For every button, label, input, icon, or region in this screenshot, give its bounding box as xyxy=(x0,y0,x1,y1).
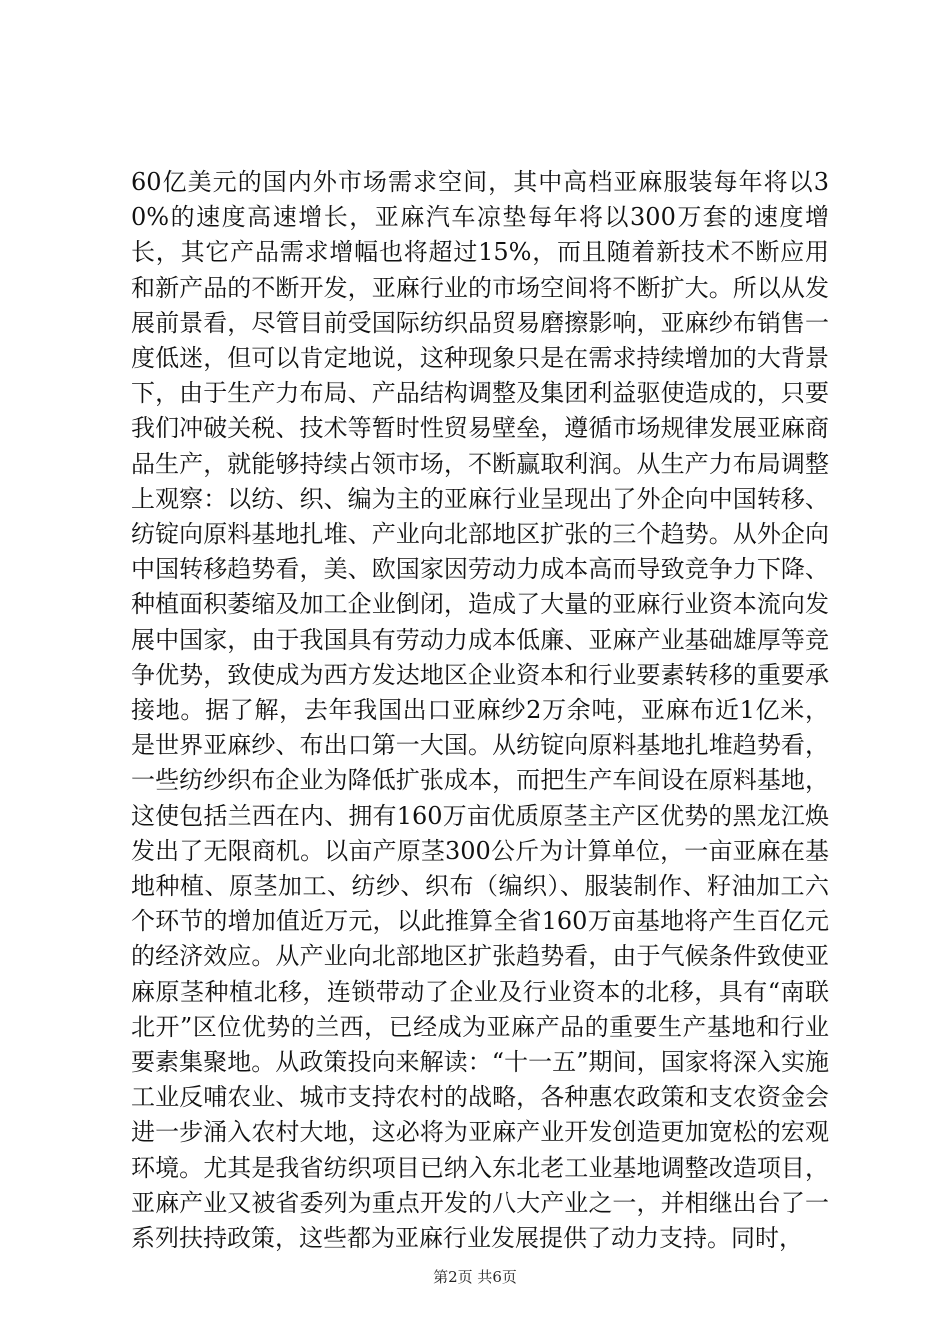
page-number-footer: 第2页 共6页 xyxy=(433,1268,517,1286)
body-paragraph: 60亿美元的国内外市场需求空间，其中高档亚麻服装每年将以30%的速度高速增长，亚麻汽车凉垫每年将以300万套的速度增长，其它产品需求增幅也将超过15%，而且随着新技术不断应用和新产品的不断开发，亚麻行业的市场空间将不断扩大。所以从发展前景看，尽管目前受国际纺织品贸易磨擦影响，亚麻纱布销售一度低迷，但可以肯定地说，这种现象只是在需求持续增加的大背景下，由于生产力布局、产品结构调整及集团利益驱使造成的，只要我们冲破关税、技术等暂时性贸易壁垒，遵循市场规律发展亚麻商品生产，就能够持续占领市场，不断赢取利润。从生产力布局调整上观察：以纺、织、编为主的亚麻行业呈现出了外企向中国转移、纺锭向原料基地扎堆、产业向北部地区扩张的三个趋势。从外企向中国转移趋势看，美、欧国家因劳动力成本高而导致竞争力下降、种植面积萎缩及加工企业倒闭，造成了大量的亚麻行业资本流向发展中国家，由于我国具有劳动力成本低廉、亚麻产业基础雄厚等竞争优势，致使成为西方发达地区企业资本和行业要素转移的重要承接地。据了解，去年我国出口亚麻纱2万余吨，亚麻布近1亿米，是世界亚麻纱、布出口第一大国。从纺锭向原料基地扎堆趋势看，一些纺纱织布企业为降低扩张成本，而把生产车间设在原料基地，这使包括兰西在内、拥有160万亩优质原茎主产区优势的黑龙江焕发出了无限商机。以亩产原茎300公斤为计算单位，一亩亚麻在基地种植、原茎加工、纺纱、织布（编织）、服装制作、籽油加工六个环节的增加值近万元，以此推算全省160万亩基地将产生百亿元的经济效应。从产业向北部地区扩张趋势看，由于气候条件致使亚麻原茎种植北移，连锁带动了企业及行业资本的北移，具有“南联北开”区位优势的兰西，已经成为亚麻产品的重要生产基地和行业要素集聚地。从政策投向来解读：“十一五”期间，国家将深入实施工业反哺农业、城市支持农村的战略，各种惠农政策和支农资金会进一步涌入农村大地，这必将为亚麻产业开发创造更加宽松的宏观环境。尤其是我省纺织项目已纳入东北老工业基地调整改造项目，亚麻产业又被省委列为重点开发的八大产业之一，并相继出台了一系列扶持政策，这些都为亚麻行业发展提供了动力支持。同时， xyxy=(131,168,829,1253)
